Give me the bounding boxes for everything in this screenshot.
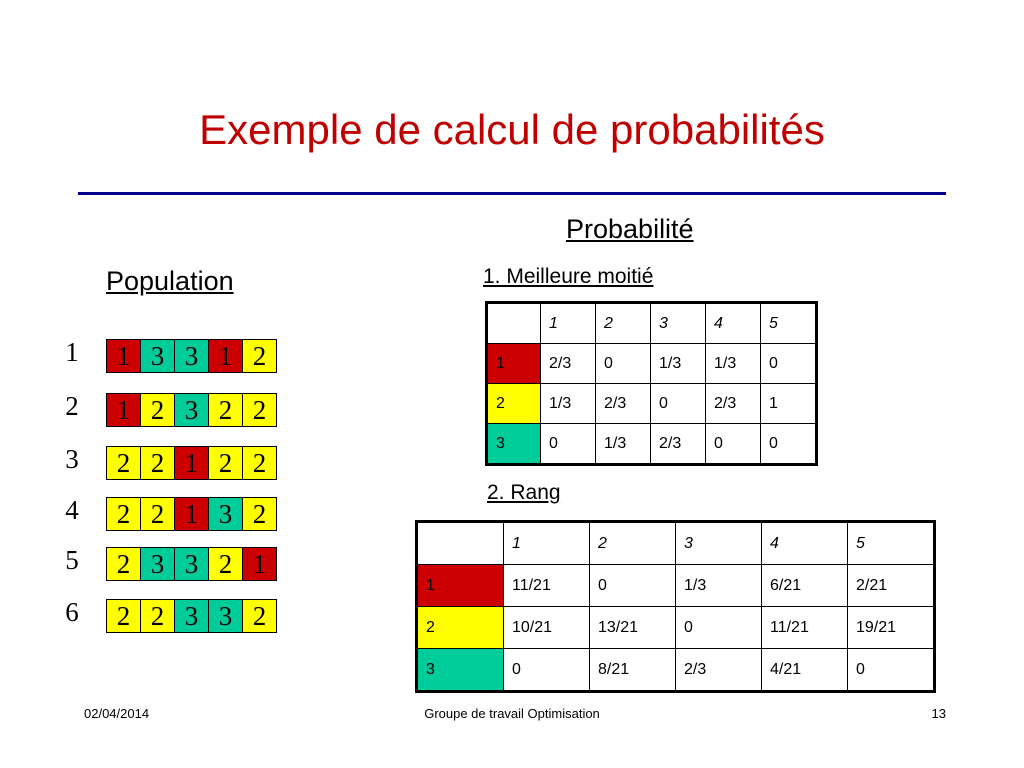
probability-cell: 0 xyxy=(848,649,935,692)
footer-date: 02/04/2014 xyxy=(84,706,150,721)
probability-cell: 0 xyxy=(761,424,817,465)
gene-cell: 2 xyxy=(107,548,141,580)
gene-cell: 2 xyxy=(107,600,141,632)
column-header: 4 xyxy=(762,522,848,565)
individual-strip xyxy=(106,547,277,581)
column-header: 5 xyxy=(848,522,935,565)
probability-cell: 2/3 xyxy=(596,384,651,424)
probability-cell: 2/3 xyxy=(676,649,762,692)
probability-cell: 0 xyxy=(590,565,676,607)
column-header: 1 xyxy=(541,303,596,344)
probability-cell: 0 xyxy=(706,424,761,465)
gene-cell: 1 xyxy=(175,447,209,479)
probability-cell: 6/21 xyxy=(762,565,848,607)
gene-cell: 2 xyxy=(243,498,276,530)
gene-cell: 2 xyxy=(243,600,276,632)
probabilite-heading: Probabilité xyxy=(566,214,694,244)
individual-number: 4 xyxy=(65,495,79,525)
gene-cell: 2 xyxy=(209,394,243,426)
gene-cell: 2 xyxy=(141,447,175,479)
gene-cell: 3 xyxy=(141,340,175,372)
probability-cell: 0 xyxy=(596,344,651,384)
probability-cell: 0 xyxy=(651,384,706,424)
table-header-row xyxy=(487,303,817,344)
individual-strip xyxy=(106,393,277,427)
probability-cell: 1/3 xyxy=(676,565,762,607)
individual-strip xyxy=(106,599,277,633)
meilleure-moitie-heading: 1. Meilleure moitié xyxy=(483,265,654,288)
table-row xyxy=(487,424,817,465)
gene-cell: 2 xyxy=(243,447,276,479)
gene-cell: 3 xyxy=(175,548,209,580)
row-key-cell: 1 xyxy=(487,344,541,384)
gene-cell: 1 xyxy=(243,548,276,580)
rang-table xyxy=(415,520,936,693)
individual-number: 1 xyxy=(65,337,79,367)
slide-title: Exemple de calcul de probabilités xyxy=(199,106,825,153)
gene-cell: 3 xyxy=(175,394,209,426)
column-header: 3 xyxy=(676,522,762,565)
column-header: 4 xyxy=(706,303,761,344)
gene-cell: 3 xyxy=(175,340,209,372)
table-header-row xyxy=(417,522,935,565)
probability-cell: 19/21 xyxy=(848,607,935,649)
gene-cell: 1 xyxy=(107,394,141,426)
probability-cell: 2/3 xyxy=(706,384,761,424)
gene-cell: 2 xyxy=(107,498,141,530)
meilleure-moitie-table xyxy=(485,301,818,466)
column-header: 2 xyxy=(596,303,651,344)
probability-cell: 4/21 xyxy=(762,649,848,692)
gene-cell: 2 xyxy=(243,394,276,426)
gene-cell: 2 xyxy=(141,600,175,632)
population-heading: Population xyxy=(106,266,234,296)
probability-cell: 1/3 xyxy=(541,384,596,424)
probability-cell: 11/21 xyxy=(762,607,848,649)
gene-cell: 3 xyxy=(175,600,209,632)
table-row xyxy=(417,565,935,607)
probability-cell: 1 xyxy=(761,384,817,424)
table-row xyxy=(417,649,935,692)
individual-strip xyxy=(106,497,277,531)
individual-number: 2 xyxy=(65,391,79,421)
probability-cell: 1/3 xyxy=(651,344,706,384)
gene-cell: 2 xyxy=(209,548,243,580)
probability-cell: 2/3 xyxy=(541,344,596,384)
individual-number: 6 xyxy=(65,597,79,627)
probability-cell: 2/3 xyxy=(651,424,706,465)
gene-cell: 3 xyxy=(209,600,243,632)
column-header: 2 xyxy=(590,522,676,565)
gene-cell: 3 xyxy=(209,498,243,530)
probability-cell: 1/3 xyxy=(706,344,761,384)
column-header: 1 xyxy=(504,522,590,565)
column-header xyxy=(417,522,504,565)
individual-number: 3 xyxy=(65,444,79,474)
probability-cell: 11/21 xyxy=(504,565,590,607)
table-row xyxy=(487,384,817,424)
table-row xyxy=(487,344,817,384)
row-key-cell: 3 xyxy=(487,424,541,465)
probability-cell: 0 xyxy=(761,344,817,384)
individual-number: 5 xyxy=(65,545,79,575)
gene-cell: 2 xyxy=(141,394,175,426)
table-row xyxy=(417,607,935,649)
footer-title: Groupe de travail Optimisation xyxy=(424,706,600,721)
column-header xyxy=(487,303,541,344)
row-key-cell: 3 xyxy=(417,649,504,692)
probability-cell: 13/21 xyxy=(590,607,676,649)
probability-cell: 0 xyxy=(676,607,762,649)
title-divider xyxy=(78,192,946,195)
gene-cell: 2 xyxy=(141,498,175,530)
gene-cell: 2 xyxy=(107,447,141,479)
column-header: 3 xyxy=(651,303,706,344)
row-key-cell: 1 xyxy=(417,565,504,607)
gene-cell: 1 xyxy=(107,340,141,372)
probability-cell: 2/21 xyxy=(848,565,935,607)
probability-cell: 0 xyxy=(504,649,590,692)
gene-cell: 2 xyxy=(243,340,276,372)
row-key-cell: 2 xyxy=(487,384,541,424)
individual-strip xyxy=(106,446,277,480)
row-key-cell: 2 xyxy=(417,607,504,649)
probability-cell: 10/21 xyxy=(504,607,590,649)
probability-cell: 1/3 xyxy=(596,424,651,465)
gene-cell: 3 xyxy=(141,548,175,580)
gene-cell: 1 xyxy=(175,498,209,530)
gene-cell: 2 xyxy=(209,447,243,479)
column-header: 5 xyxy=(761,303,817,344)
individual-strip xyxy=(106,339,277,373)
probability-cell: 8/21 xyxy=(590,649,676,692)
page-number: 13 xyxy=(931,706,946,721)
gene-cell: 1 xyxy=(209,340,243,372)
probability-cell: 0 xyxy=(541,424,596,465)
rang-heading: 2. Rang xyxy=(487,481,561,504)
